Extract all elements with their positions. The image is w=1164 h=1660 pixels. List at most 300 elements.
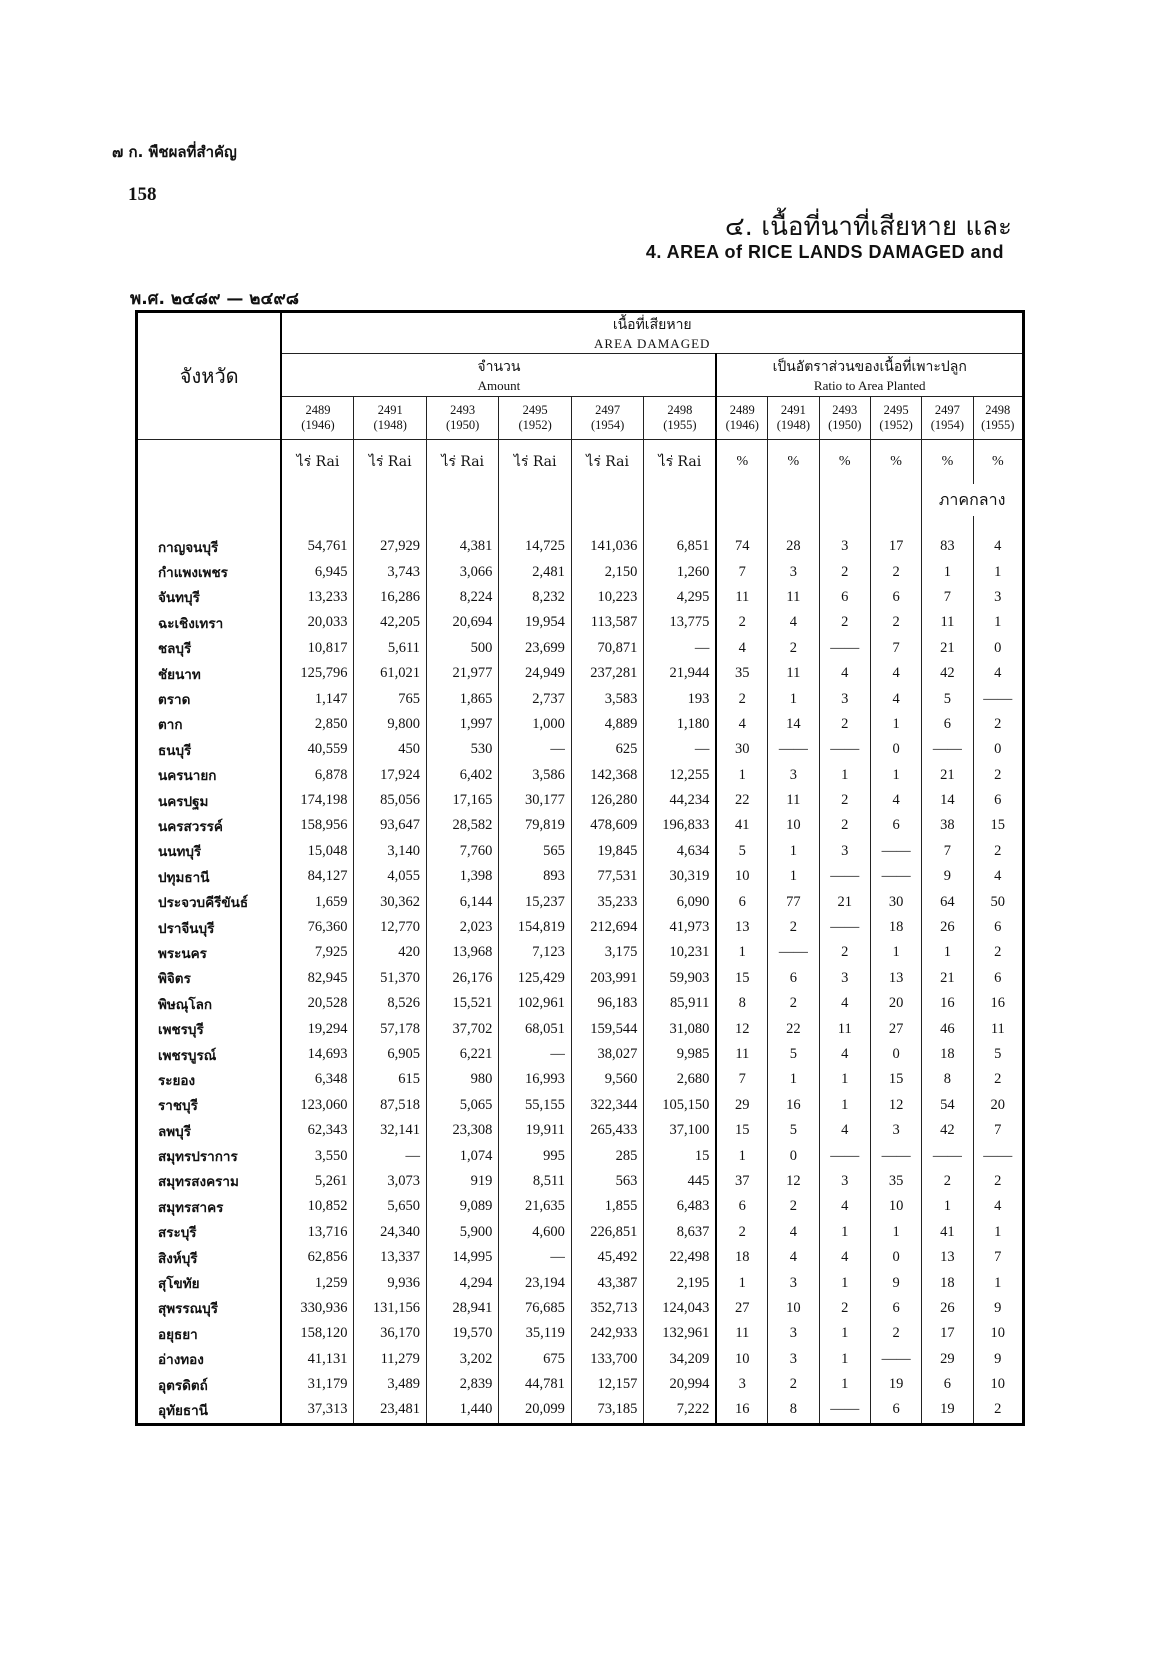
amount-cell: 131,156	[354, 1296, 426, 1321]
ratio-cell: 1	[716, 763, 767, 788]
year-be: 2493	[832, 403, 858, 417]
ratio-cell: ——	[870, 1347, 921, 1372]
amount-cell: 19,294	[281, 1016, 353, 1041]
ratio-cell: 27	[870, 1016, 921, 1041]
amount-cell: 23,699	[499, 636, 571, 661]
amount-cell: 13,716	[281, 1220, 353, 1245]
ratio-cell: 2	[870, 559, 921, 584]
ratio-header	[716, 354, 1023, 397]
province-name: ธนบุรี	[158, 742, 192, 759]
province-name: พิษณุโลก	[158, 996, 213, 1013]
ratio-cell: 8	[768, 1397, 819, 1424]
amount-cell: 9,936	[354, 1270, 426, 1295]
amount-cell: 43,387	[571, 1270, 643, 1295]
ratio-cell: 2	[716, 1220, 767, 1245]
ratio-cell: 4	[870, 661, 921, 686]
ratio-cell: 3	[819, 534, 870, 559]
ratio-cell: 3	[819, 839, 870, 864]
ratio-cell: 14	[768, 712, 819, 737]
amount-cell: 7,123	[499, 940, 571, 965]
amount-cell: 57,178	[354, 1016, 426, 1041]
amount-cell: 142,368	[571, 763, 643, 788]
table-row	[137, 839, 1024, 864]
amount-cell: 675	[499, 1347, 571, 1372]
damage-table	[135, 310, 1025, 1426]
province-name: เพชรบูรณ์	[158, 1047, 217, 1064]
province-name: อ่างทอง	[158, 1352, 204, 1369]
ratio-cell: 2	[716, 610, 767, 635]
ratio-cell: 1	[819, 763, 870, 788]
ratio-cell: 18	[922, 1042, 973, 1067]
province-name: ฉะเชิงเทรา	[158, 615, 224, 632]
amount-cell: 37,313	[281, 1397, 353, 1424]
amount-cell: 45,492	[571, 1245, 643, 1270]
table-row	[137, 1270, 1024, 1295]
amount-cell: 19,954	[499, 610, 571, 635]
ratio-cell: 11	[973, 1016, 1023, 1041]
amount-cell: —	[499, 1245, 571, 1270]
ratio-cell: 16	[922, 991, 973, 1016]
amount-cell: 76,360	[281, 915, 353, 940]
amount-cell: 42,205	[354, 610, 426, 635]
ratio-cell: 2	[819, 940, 870, 965]
ratio-cell: 29	[716, 1093, 767, 1118]
unit-rai: ไร่ Rai	[354, 440, 426, 485]
ratio-cell: ——	[819, 915, 870, 940]
table-row	[137, 940, 1024, 965]
ratio-cell: 2	[922, 1169, 973, 1194]
ratio-cell: 12	[768, 1169, 819, 1194]
ratio-cell: 4	[819, 1194, 870, 1219]
ratio-cell: 1	[768, 1067, 819, 1092]
amount-cell: 37,100	[644, 1118, 716, 1143]
table-row	[137, 1245, 1024, 1270]
amount-cell: 30,319	[644, 864, 716, 889]
ratio-cell: 0	[870, 1245, 921, 1270]
unit-percent: %	[716, 440, 767, 485]
ratio-cell: 6	[973, 915, 1023, 940]
ratio-en: Ratio to Area Planted	[813, 378, 926, 393]
amount-cell: 2,195	[644, 1270, 716, 1295]
ratio-cell: ——	[870, 864, 921, 889]
ratio-cell: 27	[716, 1296, 767, 1321]
ratio-cell: 38	[922, 813, 973, 838]
province-name: นครสวรรค์	[158, 818, 223, 835]
ratio-cell: 30	[716, 737, 767, 762]
amount-cell: 4,889	[571, 712, 643, 737]
amount-year-header	[354, 397, 426, 440]
unit-percent: %	[870, 440, 921, 485]
province-header: จังหวัด	[179, 364, 239, 388]
area-damaged-header	[281, 312, 1023, 354]
amount-cell: 6,851	[644, 534, 716, 559]
ratio-cell: 1	[768, 839, 819, 864]
unit-rai: ไร่ Rai	[571, 440, 643, 485]
amount-cell: 15,048	[281, 839, 353, 864]
ratio-cell: 2	[973, 763, 1023, 788]
ratio-cell: 6	[870, 1397, 921, 1424]
unit-percent: %	[922, 440, 973, 485]
amount-cell: 28,582	[426, 813, 498, 838]
province-name: สมุทรปราการ	[158, 1149, 238, 1166]
ratio-cell: 19	[870, 1372, 921, 1397]
amount-cell: —	[499, 737, 571, 762]
ratio-cell: 4	[716, 636, 767, 661]
amount-cell: 17,165	[426, 788, 498, 813]
amount-cell: 8,637	[644, 1220, 716, 1245]
amount-cell: 85,056	[354, 788, 426, 813]
region-blank-cell	[768, 484, 819, 516]
amount-cell: 41,973	[644, 915, 716, 940]
amount-cell: 132,961	[644, 1321, 716, 1346]
amount-cell: 4,055	[354, 864, 426, 889]
amount-cell: 10,223	[571, 585, 643, 610]
year-be: 2498	[667, 403, 693, 417]
amount-cell: 59,903	[644, 966, 716, 991]
ratio-year-header	[973, 397, 1023, 440]
ratio-cell: 4	[768, 1245, 819, 1270]
amount-cell: 3,489	[354, 1372, 426, 1397]
amount-cell: 5,611	[354, 636, 426, 661]
amount-cell: 563	[571, 1169, 643, 1194]
amount-cell: 13,337	[354, 1245, 426, 1270]
ratio-cell: 2	[870, 610, 921, 635]
province-name: พิจิตร	[158, 971, 191, 988]
ratio-cell: 1	[716, 940, 767, 965]
ratio-cell: 77	[768, 889, 819, 914]
ratio-cell: 3	[716, 1372, 767, 1397]
ratio-year-header	[768, 397, 819, 440]
amount-cell: 3,073	[354, 1169, 426, 1194]
amount-cell: 44,781	[499, 1372, 571, 1397]
ratio-cell: 22	[716, 788, 767, 813]
ratio-cell: 74	[716, 534, 767, 559]
amount-cell: 5,261	[281, 1169, 353, 1194]
amount-cell: 22,498	[644, 1245, 716, 1270]
amount-cell: 5,650	[354, 1194, 426, 1219]
region-blank-cell	[819, 484, 870, 516]
year-be: 2489	[729, 403, 755, 417]
amount-cell: 37,702	[426, 1016, 498, 1041]
table-row	[137, 661, 1024, 686]
ratio-cell: 5	[922, 686, 973, 711]
amount-cell: 4,381	[426, 534, 498, 559]
ratio-cell: 26	[922, 1296, 973, 1321]
amount-cell: 19,570	[426, 1321, 498, 1346]
amount-cell: 35,233	[571, 889, 643, 914]
ratio-cell: 1	[768, 864, 819, 889]
ratio-cell: 6	[922, 1372, 973, 1397]
amount-cell: 30,177	[499, 788, 571, 813]
amount-cell: 21,635	[499, 1194, 571, 1219]
ratio-cell: 4	[819, 661, 870, 686]
region-label: ภาคกลาง	[922, 484, 1024, 516]
amount-cell: 3,583	[571, 686, 643, 711]
amount-cell: 3,550	[281, 1143, 353, 1168]
amount-cell: 3,586	[499, 763, 571, 788]
year-ce: (1952)	[518, 418, 552, 432]
table-row	[137, 763, 1024, 788]
amount-cell: 61,021	[354, 661, 426, 686]
ratio-cell: 22	[768, 1016, 819, 1041]
unit-row-blank	[137, 440, 282, 485]
ratio-cell: 3	[768, 1270, 819, 1295]
spacer-cell	[870, 516, 921, 534]
table-row	[137, 636, 1024, 661]
amount-cell: 154,819	[499, 915, 571, 940]
amount-cell: 4,295	[644, 585, 716, 610]
amount-cell: 2,839	[426, 1372, 498, 1397]
ratio-year-header	[922, 397, 973, 440]
ratio-cell: 18	[716, 1245, 767, 1270]
ratio-cell: ——	[819, 1143, 870, 1168]
ratio-cell: 6	[716, 1194, 767, 1219]
amount-cell: 96,183	[571, 991, 643, 1016]
amount-cell: 226,851	[571, 1220, 643, 1245]
amount-cell: 51,370	[354, 966, 426, 991]
province-name: อุทัยธานี	[158, 1402, 208, 1419]
ratio-cell: 2	[973, 1397, 1023, 1424]
region-blank-cell	[499, 484, 571, 516]
ratio-cell: 7	[922, 585, 973, 610]
table-row	[137, 534, 1024, 559]
region-blank-cell	[354, 484, 426, 516]
year-be: 2497	[595, 403, 621, 417]
ratio-cell: 21	[922, 636, 973, 661]
spacer-cell	[571, 516, 643, 534]
province-name: ตราด	[158, 692, 191, 709]
ratio-cell: 21	[819, 889, 870, 914]
section-label: ๗ ก. พืชผลที่สำคัญ	[112, 143, 237, 161]
amount-cell: 8,232	[499, 585, 571, 610]
amount-cell: 3,140	[354, 839, 426, 864]
amount-cell: 1,259	[281, 1270, 353, 1295]
ratio-cell: 17	[870, 534, 921, 559]
amount-cell: 23,481	[354, 1397, 426, 1424]
ratio-cell: 42	[922, 1118, 973, 1143]
amount-cell: 1,997	[426, 712, 498, 737]
ratio-cell: 35	[870, 1169, 921, 1194]
ratio-cell: 3	[819, 966, 870, 991]
ratio-cell: 4	[973, 534, 1023, 559]
ratio-cell: 4	[870, 788, 921, 813]
unit-percent: %	[973, 440, 1023, 485]
ratio-cell: 10	[716, 864, 767, 889]
ratio-cell: ——	[768, 737, 819, 762]
spacer-cell	[499, 516, 571, 534]
amount-cell: 1,855	[571, 1194, 643, 1219]
amount-cell: 9,985	[644, 1042, 716, 1067]
amount-cell: 13,233	[281, 585, 353, 610]
province-name: กาญจนบุรี	[158, 539, 219, 556]
amount-cell: 7,925	[281, 940, 353, 965]
ratio-cell: 1	[870, 712, 921, 737]
ratio-cell: 6	[870, 1296, 921, 1321]
amount-cell: 2,680	[644, 1067, 716, 1092]
amount-cell: —	[354, 1143, 426, 1168]
ratio-cell: 4	[768, 1220, 819, 1245]
ratio-cell: 15	[973, 813, 1023, 838]
region-blank-cell	[870, 484, 921, 516]
ratio-cell: 7	[973, 1118, 1023, 1143]
amount-year-header	[571, 397, 643, 440]
amount-thai: จำนวน	[477, 359, 521, 375]
amount-cell: 85,911	[644, 991, 716, 1016]
amount-cell: 2,023	[426, 915, 498, 940]
ratio-cell: 18	[922, 1270, 973, 1295]
table-row	[137, 788, 1024, 813]
amount-cell: 113,587	[571, 610, 643, 635]
table-row	[137, 1118, 1024, 1143]
amount-cell: 919	[426, 1169, 498, 1194]
ratio-cell: 13	[870, 966, 921, 991]
spacer-cell	[819, 516, 870, 534]
ratio-cell: 2	[768, 991, 819, 1016]
ratio-cell: 2	[819, 813, 870, 838]
ratio-cell: 3	[768, 763, 819, 788]
amount-cell: 87,518	[354, 1093, 426, 1118]
ratio-cell: 1	[973, 1220, 1023, 1245]
ratio-cell: 2	[768, 636, 819, 661]
amount-cell: 1,074	[426, 1143, 498, 1168]
year-be: 2495	[883, 403, 909, 417]
amount-cell: 174,198	[281, 788, 353, 813]
province-name: จันทบุรี	[158, 590, 200, 607]
ratio-cell: 18	[870, 915, 921, 940]
table-row	[137, 686, 1024, 711]
amount-cell: 478,609	[571, 813, 643, 838]
amount-cell: 31,080	[644, 1016, 716, 1041]
ratio-cell: 1	[973, 1270, 1023, 1295]
amount-cell: 530	[426, 737, 498, 762]
amount-cell: 1,147	[281, 686, 353, 711]
ratio-cell: 4	[973, 1194, 1023, 1219]
ratio-cell: 3	[973, 585, 1023, 610]
amount-cell: 31,179	[281, 1372, 353, 1397]
region-blank-cell	[644, 484, 716, 516]
province-name: ประจวบคีรีขันธ์	[158, 895, 249, 912]
year-ce: (1948)	[776, 418, 811, 432]
table-row	[137, 1321, 1024, 1346]
region-blank-cell	[426, 484, 498, 516]
ratio-thai: เป็นอัตราส่วนของเนื้อที่เพาะปลูก	[772, 359, 967, 375]
amount-cell: 30,362	[354, 889, 426, 914]
amount-cell: 62,343	[281, 1118, 353, 1143]
amount-cell: 125,429	[499, 966, 571, 991]
amount-cell: 23,308	[426, 1118, 498, 1143]
ratio-cell: 2	[819, 559, 870, 584]
amount-cell: 6,144	[426, 889, 498, 914]
province-name: สิงห์บุรี	[158, 1250, 198, 1267]
ratio-cell: 15	[870, 1067, 921, 1092]
amount-cell: 450	[354, 737, 426, 762]
ratio-cell: ——	[973, 1143, 1023, 1168]
amount-cell: 193	[644, 686, 716, 711]
ratio-cell: 1	[973, 559, 1023, 584]
spacer-cell	[281, 516, 353, 534]
amount-cell: 73,185	[571, 1397, 643, 1424]
amount-cell: —	[499, 1042, 571, 1067]
year-ce: (1954)	[590, 418, 625, 432]
ratio-cell: 1	[870, 763, 921, 788]
amount-cell: 1,659	[281, 889, 353, 914]
amount-cell: 36,170	[354, 1321, 426, 1346]
ratio-cell: 4	[819, 991, 870, 1016]
province-name: พระนคร	[158, 945, 207, 962]
amount-cell: —	[644, 737, 716, 762]
ratio-cell: 10	[768, 1296, 819, 1321]
amount-cell: 2,737	[499, 686, 571, 711]
ratio-cell: 2	[973, 940, 1023, 965]
spacer-cell	[354, 516, 426, 534]
amount-cell: 20,528	[281, 991, 353, 1016]
amount-cell: 8,511	[499, 1169, 571, 1194]
amount-cell: 9,089	[426, 1194, 498, 1219]
amount-cell: 20,033	[281, 610, 353, 635]
amount-cell: 159,544	[571, 1016, 643, 1041]
ratio-cell: 26	[922, 915, 973, 940]
amount-cell: 1,000	[499, 712, 571, 737]
ratio-cell: 21	[922, 966, 973, 991]
province-name: อยุธยา	[158, 1326, 198, 1343]
ratio-cell: 5	[768, 1118, 819, 1143]
ratio-cell: 12	[870, 1093, 921, 1118]
amount-cell: 2,150	[571, 559, 643, 584]
amount-en: Amount	[477, 378, 521, 393]
amount-cell: 16,993	[499, 1067, 571, 1092]
amount-cell: 133,700	[571, 1347, 643, 1372]
amount-cell: 68,051	[499, 1016, 571, 1041]
ratio-cell: 0	[973, 636, 1023, 661]
ratio-cell: 6	[973, 788, 1023, 813]
amount-cell: 34,209	[644, 1347, 716, 1372]
ratio-cell: 4	[819, 1118, 870, 1143]
amount-year-header	[644, 397, 716, 440]
ratio-cell: 1	[819, 1347, 870, 1372]
amount-cell: 500	[426, 636, 498, 661]
year-ce: (1954)	[930, 418, 965, 432]
ratio-cell: 83	[922, 534, 973, 559]
ratio-cell: 54	[922, 1093, 973, 1118]
amount-cell: 77,531	[571, 864, 643, 889]
amount-cell: 995	[499, 1143, 571, 1168]
ratio-cell: 28	[768, 534, 819, 559]
ratio-cell: 3	[768, 1347, 819, 1372]
amount-cell: 84,127	[281, 864, 353, 889]
year-be: 2489	[305, 403, 331, 417]
table-row	[137, 1372, 1024, 1397]
ratio-cell: 13	[716, 915, 767, 940]
year-ce: (1950)	[446, 418, 480, 432]
ratio-cell: 3	[768, 559, 819, 584]
ratio-cell: 3	[768, 1321, 819, 1346]
amount-cell: 1,440	[426, 1397, 498, 1424]
ratio-cell: 16	[768, 1093, 819, 1118]
table-row	[137, 585, 1024, 610]
ratio-cell: 1	[819, 1270, 870, 1295]
ratio-cell: 6	[819, 585, 870, 610]
amount-cell: 102,961	[499, 991, 571, 1016]
ratio-cell: 7	[716, 1067, 767, 1092]
amount-cell: 76,685	[499, 1296, 571, 1321]
amount-year-header	[426, 397, 498, 440]
amount-cell: 15,521	[426, 991, 498, 1016]
amount-cell: 12,255	[644, 763, 716, 788]
amount-cell: 4,634	[644, 839, 716, 864]
province-name: นครปฐม	[158, 793, 209, 810]
region-blank-cell	[281, 484, 353, 516]
table-row	[137, 1067, 1024, 1092]
